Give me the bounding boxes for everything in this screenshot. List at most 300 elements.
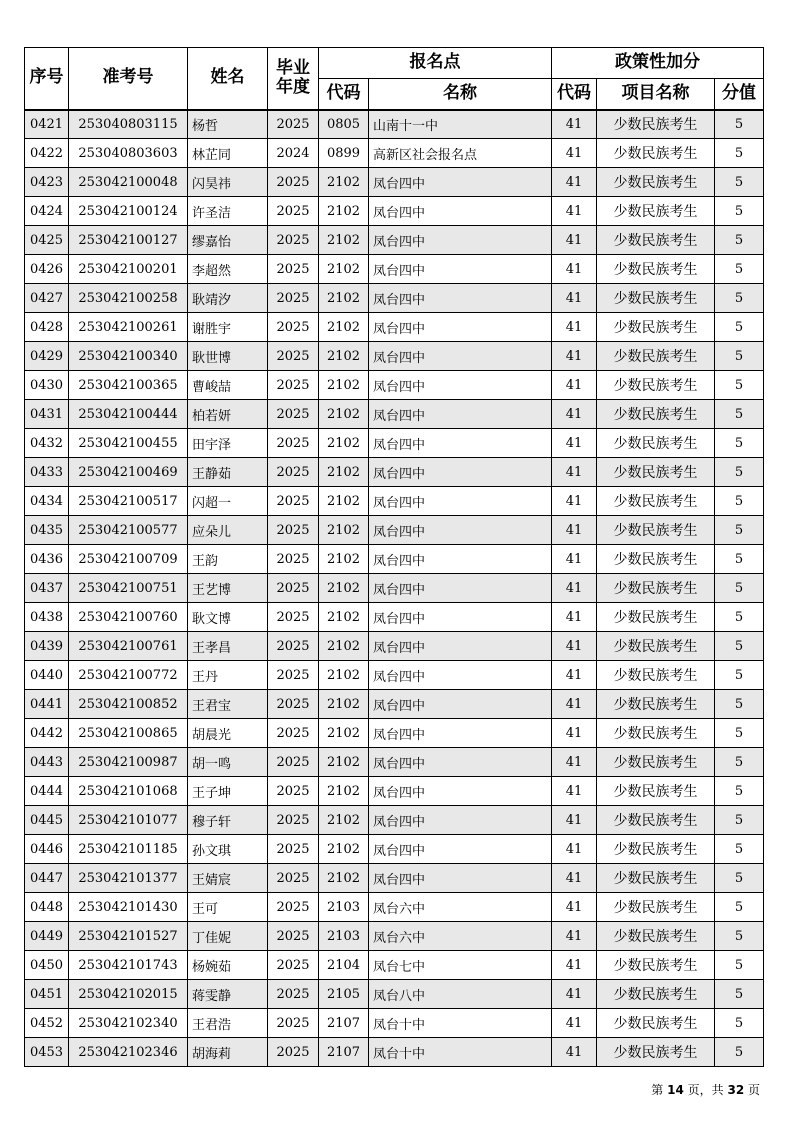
cell-bonus-item: 少数民族考生	[597, 342, 715, 371]
cell-seq: 0425	[25, 226, 69, 255]
cell-bonus-item: 少数民族考生	[597, 1038, 715, 1067]
cell-reg-code: 2102	[319, 313, 369, 342]
cell-reg-code: 2102	[319, 690, 369, 719]
header-grad-year	[268, 48, 319, 110]
cell-bonus-item: 少数民族考生	[597, 980, 715, 1009]
cell-reg-code: 2102	[319, 168, 369, 197]
cell-seq: 0421	[25, 110, 69, 139]
cell-exam-no: 253042100761	[69, 632, 188, 661]
cell-bonus-score: 5	[715, 458, 764, 487]
cell-exam-no: 253042100124	[69, 197, 188, 226]
table-row	[25, 458, 764, 487]
cell-bonus-item: 少数民族考生	[597, 255, 715, 284]
cell-bonus-code: 41	[552, 864, 597, 893]
cell-reg-name: 凤台六中	[369, 893, 552, 922]
header-name: 姓名	[188, 48, 268, 110]
cell-reg-name: 凤台四中	[369, 719, 552, 748]
cell-bonus-score: 5	[715, 487, 764, 516]
cell-reg-code: 2102	[319, 719, 369, 748]
cell-bonus-code: 41	[552, 574, 597, 603]
cell-seq: 0436	[25, 545, 69, 574]
cell-grad-year: 2025	[268, 342, 319, 371]
cell-seq: 0427	[25, 284, 69, 313]
footer-total-pages: 32	[727, 1083, 745, 1097]
cell-seq: 0448	[25, 893, 69, 922]
cell-seq: 0428	[25, 313, 69, 342]
cell-bonus-score: 5	[715, 661, 764, 690]
cell-bonus-code: 41	[552, 777, 597, 806]
cell-bonus-item: 少数民族考生	[597, 632, 715, 661]
cell-reg-name: 凤台四中	[369, 864, 552, 893]
cell-reg-code: 2102	[319, 255, 369, 284]
cell-seq: 0444	[25, 777, 69, 806]
cell-bonus-item: 少数民族考生	[597, 864, 715, 893]
cell-seq: 0447	[25, 864, 69, 893]
table-row	[25, 255, 764, 284]
cell-bonus-code: 41	[552, 661, 597, 690]
cell-grad-year: 2025	[268, 719, 319, 748]
cell-seq: 0430	[25, 371, 69, 400]
cell-name: 孙文琪	[188, 835, 268, 864]
cell-grad-year: 2025	[268, 168, 319, 197]
cell-reg-name: 凤台四中	[369, 487, 552, 516]
cell-reg-code: 2102	[319, 777, 369, 806]
cell-bonus-code: 41	[552, 226, 597, 255]
cell-bonus-item: 少数民族考生	[597, 603, 715, 632]
cell-reg-name: 凤台四中	[369, 429, 552, 458]
cell-bonus-code: 41	[552, 284, 597, 313]
cell-name: 耿靖汐	[188, 284, 268, 313]
cell-grad-year: 2025	[268, 226, 319, 255]
cell-seq: 0452	[25, 1009, 69, 1038]
cell-name: 穆子轩	[188, 806, 268, 835]
cell-seq: 0453	[25, 1038, 69, 1067]
cell-bonus-code: 41	[552, 951, 597, 980]
cell-bonus-code: 41	[552, 371, 597, 400]
cell-bonus-item: 少数民族考生	[597, 806, 715, 835]
cell-exam-no: 253042101077	[69, 806, 188, 835]
cell-exam-no: 253042100517	[69, 487, 188, 516]
cell-reg-name: 凤台四中	[369, 400, 552, 429]
cell-seq: 0441	[25, 690, 69, 719]
cell-grad-year: 2025	[268, 864, 319, 893]
cell-bonus-score: 5	[715, 429, 764, 458]
cell-reg-code: 0805	[319, 110, 369, 139]
cell-grad-year: 2025	[268, 110, 319, 139]
table-row	[25, 1009, 764, 1038]
cell-bonus-score: 5	[715, 574, 764, 603]
cell-bonus-score: 5	[715, 777, 764, 806]
cell-grad-year: 2025	[268, 400, 319, 429]
cell-bonus-item: 少数民族考生	[597, 951, 715, 980]
cell-grad-year: 2025	[268, 255, 319, 284]
cell-exam-no: 253042100261	[69, 313, 188, 342]
cell-seq: 0451	[25, 980, 69, 1009]
table-row	[25, 545, 764, 574]
table-row	[25, 574, 764, 603]
cell-reg-name: 凤台四中	[369, 255, 552, 284]
cell-bonus-item: 少数民族考生	[597, 429, 715, 458]
cell-name: 缪嘉怡	[188, 226, 268, 255]
cell-reg-name: 凤台四中	[369, 168, 552, 197]
cell-reg-code: 2105	[319, 980, 369, 1009]
cell-bonus-code: 41	[552, 690, 597, 719]
cell-reg-name: 凤台四中	[369, 313, 552, 342]
cell-bonus-score: 5	[715, 632, 764, 661]
cell-name: 胡一鸣	[188, 748, 268, 777]
cell-reg-code: 2102	[319, 864, 369, 893]
cell-reg-code: 2102	[319, 603, 369, 632]
cell-bonus-item: 少数民族考生	[597, 226, 715, 255]
cell-bonus-item: 少数民族考生	[597, 719, 715, 748]
cell-grad-year: 2025	[268, 313, 319, 342]
cell-reg-name: 凤台十中	[369, 1009, 552, 1038]
cell-name: 王可	[188, 893, 268, 922]
cell-name: 谢胜宇	[188, 313, 268, 342]
header-grad-year-line1: 毕业	[276, 57, 310, 78]
cell-bonus-score: 5	[715, 922, 764, 951]
cell-bonus-score: 5	[715, 226, 764, 255]
cell-grad-year: 2025	[268, 487, 319, 516]
cell-reg-name: 凤台四中	[369, 226, 552, 255]
cell-seq: 0424	[25, 197, 69, 226]
header-grad-year-line2: 年度	[276, 77, 310, 98]
cell-bonus-code: 41	[552, 255, 597, 284]
cell-exam-no: 253042100760	[69, 603, 188, 632]
cell-reg-name: 凤台四中	[369, 748, 552, 777]
table-row	[25, 516, 764, 545]
cell-reg-name: 凤台四中	[369, 806, 552, 835]
cell-reg-name: 凤台四中	[369, 690, 552, 719]
cell-reg-code: 0899	[319, 139, 369, 168]
cell-exam-no: 253042100258	[69, 284, 188, 313]
cell-reg-code: 2102	[319, 197, 369, 226]
footer-prefix: 第	[651, 1083, 668, 1097]
cell-bonus-score: 5	[715, 342, 764, 371]
table-body	[25, 110, 764, 1067]
cell-name: 胡晨光	[188, 719, 268, 748]
table-row	[25, 371, 764, 400]
header-bonus-score: 分值	[715, 79, 764, 110]
table-row	[25, 835, 764, 864]
cell-grad-year: 2025	[268, 284, 319, 313]
cell-grad-year: 2024	[268, 139, 319, 168]
cell-bonus-score: 5	[715, 806, 764, 835]
cell-reg-code: 2102	[319, 516, 369, 545]
cell-exam-no: 253042101068	[69, 777, 188, 806]
cell-bonus-item: 少数民族考生	[597, 893, 715, 922]
cell-bonus-code: 41	[552, 980, 597, 1009]
table-row	[25, 313, 764, 342]
cell-reg-name: 高新区社会报名点	[369, 139, 552, 168]
cell-exam-no: 253042101377	[69, 864, 188, 893]
cell-bonus-score: 5	[715, 603, 764, 632]
cell-reg-name: 凤台四中	[369, 661, 552, 690]
footer-page-number: 14	[667, 1083, 684, 1097]
cell-bonus-code: 41	[552, 110, 597, 139]
cell-bonus-item: 少数民族考生	[597, 139, 715, 168]
cell-bonus-item: 少数民族考生	[597, 922, 715, 951]
table-row	[25, 806, 764, 835]
cell-exam-no: 253042100852	[69, 690, 188, 719]
cell-grad-year: 2025	[268, 458, 319, 487]
cell-seq: 0442	[25, 719, 69, 748]
cell-reg-code: 2102	[319, 342, 369, 371]
cell-reg-code: 2102	[319, 226, 369, 255]
cell-bonus-item: 少数民族考生	[597, 545, 715, 574]
cell-reg-name: 凤台四中	[369, 835, 552, 864]
cell-bonus-item: 少数民族考生	[597, 777, 715, 806]
cell-bonus-code: 41	[552, 400, 597, 429]
cell-seq: 0438	[25, 603, 69, 632]
cell-bonus-item: 少数民族考生	[597, 168, 715, 197]
header-seq: 序号	[25, 48, 69, 110]
cell-bonus-code: 41	[552, 458, 597, 487]
cell-grad-year: 2025	[268, 661, 319, 690]
cell-name: 杨婉茹	[188, 951, 268, 980]
cell-reg-name: 山南十一中	[369, 110, 552, 139]
cell-grad-year: 2025	[268, 951, 319, 980]
header-reg-name: 名称	[369, 79, 552, 110]
cell-name: 王丹	[188, 661, 268, 690]
cell-reg-name: 凤台八中	[369, 980, 552, 1009]
cell-name: 田宇泽	[188, 429, 268, 458]
cell-seq: 0446	[25, 835, 69, 864]
table-row	[25, 168, 764, 197]
cell-bonus-code: 41	[552, 168, 597, 197]
cell-reg-code: 2107	[319, 1009, 369, 1038]
cell-name: 王静茹	[188, 458, 268, 487]
cell-exam-no: 253042102015	[69, 980, 188, 1009]
cell-grad-year: 2025	[268, 603, 319, 632]
cell-grad-year: 2025	[268, 197, 319, 226]
header-exam-no: 准考号	[69, 48, 188, 110]
cell-exam-no: 253042100365	[69, 371, 188, 400]
cell-bonus-score: 5	[715, 980, 764, 1009]
cell-name: 李超然	[188, 255, 268, 284]
cell-bonus-item: 少数民族考生	[597, 487, 715, 516]
cell-bonus-code: 41	[552, 313, 597, 342]
table-row	[25, 197, 764, 226]
cell-seq: 0426	[25, 255, 69, 284]
table-row	[25, 690, 764, 719]
header-reg-code: 代码	[319, 79, 369, 110]
cell-name: 林芷同	[188, 139, 268, 168]
cell-bonus-code: 41	[552, 922, 597, 951]
cell-grad-year: 2025	[268, 574, 319, 603]
cell-grad-year: 2025	[268, 748, 319, 777]
cell-bonus-item: 少数民族考生	[597, 574, 715, 603]
cell-reg-name: 凤台七中	[369, 951, 552, 980]
cell-grad-year: 2025	[268, 516, 319, 545]
table-row	[25, 110, 764, 139]
cell-reg-name: 凤台四中	[369, 632, 552, 661]
cell-bonus-score: 5	[715, 284, 764, 313]
cell-bonus-item: 少数民族考生	[597, 661, 715, 690]
table-row	[25, 748, 764, 777]
cell-bonus-item: 少数民族考生	[597, 110, 715, 139]
cell-bonus-score: 5	[715, 516, 764, 545]
cell-exam-no: 253042101430	[69, 893, 188, 922]
cell-seq: 0429	[25, 342, 69, 371]
cell-reg-code: 2103	[319, 893, 369, 922]
cell-reg-name: 凤台四中	[369, 284, 552, 313]
cell-bonus-code: 41	[552, 487, 597, 516]
table-row	[25, 719, 764, 748]
cell-bonus-code: 41	[552, 603, 597, 632]
cell-bonus-score: 5	[715, 690, 764, 719]
cell-exam-no: 253040803603	[69, 139, 188, 168]
cell-seq: 0433	[25, 458, 69, 487]
cell-grad-year: 2025	[268, 690, 319, 719]
cell-bonus-item: 少数民族考生	[597, 690, 715, 719]
table-row	[25, 922, 764, 951]
page-footer	[560, 1081, 760, 1098]
cell-bonus-item: 少数民族考生	[597, 1009, 715, 1038]
cell-bonus-code: 41	[552, 835, 597, 864]
footer-suffix: 页	[744, 1083, 760, 1097]
table-row	[25, 284, 764, 313]
cell-seq: 0443	[25, 748, 69, 777]
cell-grad-year: 2025	[268, 893, 319, 922]
cell-exam-no: 253042100444	[69, 400, 188, 429]
table-row	[25, 487, 764, 516]
cell-seq: 0432	[25, 429, 69, 458]
cell-name: 胡海莉	[188, 1038, 268, 1067]
cell-reg-name: 凤台四中	[369, 371, 552, 400]
header-policy-bonus: 政策性加分	[552, 48, 764, 79]
cell-reg-name: 凤台四中	[369, 342, 552, 371]
table-row	[25, 429, 764, 458]
cell-name: 耿世博	[188, 342, 268, 371]
cell-reg-code: 2102	[319, 806, 369, 835]
cell-bonus-score: 5	[715, 168, 764, 197]
cell-exam-no: 253042101185	[69, 835, 188, 864]
cell-seq: 0423	[25, 168, 69, 197]
cell-reg-code: 2102	[319, 574, 369, 603]
cell-grad-year: 2025	[268, 777, 319, 806]
cell-reg-name: 凤台四中	[369, 603, 552, 632]
cell-seq: 0450	[25, 951, 69, 980]
cell-bonus-code: 41	[552, 748, 597, 777]
table-row	[25, 632, 764, 661]
cell-reg-code: 2102	[319, 487, 369, 516]
cell-bonus-code: 41	[552, 893, 597, 922]
cell-exam-no: 253042100340	[69, 342, 188, 371]
cell-reg-code: 2102	[319, 400, 369, 429]
cell-seq: 0440	[25, 661, 69, 690]
cell-exam-no: 253042100751	[69, 574, 188, 603]
cell-bonus-item: 少数民族考生	[597, 197, 715, 226]
cell-exam-no: 253040803115	[69, 110, 188, 139]
cell-bonus-item: 少数民族考生	[597, 400, 715, 429]
cell-bonus-score: 5	[715, 545, 764, 574]
cell-reg-code: 2102	[319, 632, 369, 661]
cell-exam-no: 253042101743	[69, 951, 188, 980]
cell-reg-code: 2107	[319, 1038, 369, 1067]
table-row	[25, 951, 764, 980]
cell-exam-no: 253042102340	[69, 1009, 188, 1038]
cell-bonus-code: 41	[552, 632, 597, 661]
cell-name: 柏若妍	[188, 400, 268, 429]
table-row	[25, 1038, 764, 1067]
cell-reg-name: 凤台六中	[369, 922, 552, 951]
cell-grad-year: 2025	[268, 371, 319, 400]
cell-bonus-code: 41	[552, 806, 597, 835]
cell-name: 丁佳妮	[188, 922, 268, 951]
cell-exam-no: 253042100455	[69, 429, 188, 458]
cell-reg-code: 2102	[319, 429, 369, 458]
cell-reg-code: 2102	[319, 458, 369, 487]
cell-seq: 0439	[25, 632, 69, 661]
cell-seq: 0449	[25, 922, 69, 951]
cell-bonus-score: 5	[715, 893, 764, 922]
cell-reg-code: 2102	[319, 545, 369, 574]
cell-bonus-item: 少数民族考生	[597, 313, 715, 342]
cell-exam-no: 253042100577	[69, 516, 188, 545]
cell-reg-name: 凤台十中	[369, 1038, 552, 1067]
cell-bonus-code: 41	[552, 139, 597, 168]
cell-bonus-score: 5	[715, 951, 764, 980]
cell-bonus-code: 41	[552, 197, 597, 226]
cell-seq: 0422	[25, 139, 69, 168]
cell-seq: 0434	[25, 487, 69, 516]
cell-name: 蒋雯静	[188, 980, 268, 1009]
cell-exam-no: 253042100772	[69, 661, 188, 690]
cell-bonus-code: 41	[552, 516, 597, 545]
table-row	[25, 400, 764, 429]
footer-middle: 页，共	[683, 1083, 728, 1097]
cell-exam-no: 253042100865	[69, 719, 188, 748]
cell-exam-no: 253042100048	[69, 168, 188, 197]
cell-exam-no: 253042100201	[69, 255, 188, 284]
cell-exam-no: 253042100469	[69, 458, 188, 487]
cell-name: 王婧宸	[188, 864, 268, 893]
cell-bonus-item: 少数民族考生	[597, 458, 715, 487]
table-row	[25, 893, 764, 922]
cell-bonus-item: 少数民族考生	[597, 284, 715, 313]
header-reg-point: 报名点	[319, 48, 552, 79]
cell-exam-no: 253042102346	[69, 1038, 188, 1067]
table-row	[25, 226, 764, 255]
cell-bonus-score: 5	[715, 1009, 764, 1038]
cell-name: 王韵	[188, 545, 268, 574]
cell-bonus-score: 5	[715, 255, 764, 284]
cell-grad-year: 2025	[268, 806, 319, 835]
cell-seq: 0445	[25, 806, 69, 835]
cell-reg-code: 2102	[319, 661, 369, 690]
cell-seq: 0435	[25, 516, 69, 545]
cell-grad-year: 2025	[268, 632, 319, 661]
cell-name: 许圣洁	[188, 197, 268, 226]
cell-reg-code: 2103	[319, 922, 369, 951]
cell-bonus-score: 5	[715, 719, 764, 748]
cell-grad-year: 2025	[268, 1038, 319, 1067]
cell-reg-name: 凤台四中	[369, 545, 552, 574]
cell-name: 闪超一	[188, 487, 268, 516]
cell-bonus-score: 5	[715, 139, 764, 168]
cell-exam-no: 253042101527	[69, 922, 188, 951]
cell-seq: 0437	[25, 574, 69, 603]
cell-reg-name: 凤台四中	[369, 516, 552, 545]
cell-reg-code: 2102	[319, 748, 369, 777]
cell-name: 王君宝	[188, 690, 268, 719]
cell-bonus-score: 5	[715, 313, 764, 342]
cell-name: 王君浩	[188, 1009, 268, 1038]
cell-name: 耿文博	[188, 603, 268, 632]
cell-bonus-score: 5	[715, 748, 764, 777]
cell-bonus-code: 41	[552, 1009, 597, 1038]
